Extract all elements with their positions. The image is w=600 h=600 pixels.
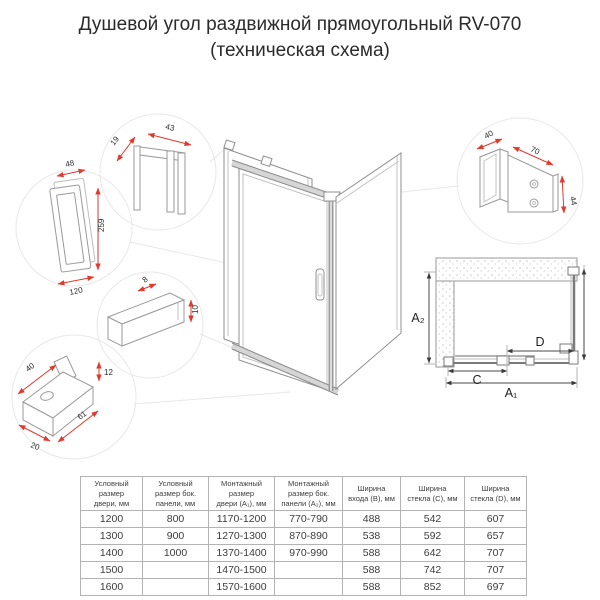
detail-guide-block xyxy=(18,356,113,452)
table-cell: 1470-1500 xyxy=(209,562,275,579)
column-header: Ширина стекла (C), мм xyxy=(401,477,465,511)
dim-label: 48 xyxy=(64,158,76,169)
table-cell xyxy=(143,562,209,579)
table-cell: 1200 xyxy=(81,511,143,528)
detail-handle xyxy=(49,158,106,297)
table-cell: 800 xyxy=(143,511,209,528)
plan-label-c: C xyxy=(472,373,482,387)
column-header: Условный размер бок. панели, мм xyxy=(143,477,209,511)
page-title-line2: (техническая схема) xyxy=(210,39,390,61)
plan-view xyxy=(411,258,584,400)
table-cell: 488 xyxy=(343,511,401,528)
table-cell: 1600 xyxy=(81,579,143,596)
table-cell: 1500 xyxy=(81,562,143,579)
table-cell: 707 xyxy=(465,562,527,579)
table-cell: 588 xyxy=(343,579,401,596)
table-cell: 592 xyxy=(401,528,465,545)
table-cell: 642 xyxy=(401,545,465,562)
table-cell xyxy=(275,562,343,579)
column-header: Ширина стекла (D), мм xyxy=(465,477,527,511)
dim-label: 12 xyxy=(104,368,113,377)
table-row xyxy=(81,545,527,562)
dim-label: 259 xyxy=(97,218,106,232)
plan-label-a1: A₁ xyxy=(504,386,518,400)
column-header: Условный размер двери, мм xyxy=(81,477,143,511)
table-cell: 1270-1300 xyxy=(209,528,275,545)
table-cell: 1170-1200 xyxy=(209,511,275,528)
plan-wall-top xyxy=(436,258,577,281)
table-cell: 852 xyxy=(401,579,465,596)
detail-top-profile xyxy=(108,122,191,214)
size-table-header xyxy=(81,477,527,511)
size-table xyxy=(80,476,527,596)
dim-label: 120 xyxy=(68,285,84,297)
side-glass-panel xyxy=(336,153,401,389)
dim-label: 40 xyxy=(23,361,37,374)
page-title-line1: Душевой угол раздвижной прямоугольный RV-070 xyxy=(78,14,522,35)
plan-label-a2: A₂ xyxy=(411,311,425,325)
table-cell: 707 xyxy=(465,545,527,562)
table-cell: 900 xyxy=(143,528,209,545)
column-header: Ширина входа (B), мм xyxy=(343,477,401,511)
table-cell: 1370-1400 xyxy=(209,545,275,562)
table-cell: 1400 xyxy=(81,545,143,562)
dim-label: 40 xyxy=(482,128,495,141)
dim-label: 61 xyxy=(75,409,89,422)
table-row xyxy=(81,511,527,528)
table-cell: 870-890 xyxy=(275,528,343,545)
table-cell xyxy=(143,579,209,596)
table-cell: 1000 xyxy=(143,545,209,562)
table-row xyxy=(81,528,527,545)
plan-wall-left xyxy=(436,281,454,367)
column-header: Монтажный размер бок. панели (A₂), мм xyxy=(275,477,343,511)
technical-diagram xyxy=(0,86,600,474)
dim-label: 44 xyxy=(568,195,579,207)
table-row xyxy=(81,562,527,579)
page-title xyxy=(0,12,600,63)
table-cell: 970-990 xyxy=(275,545,343,562)
detail-corner-bracket xyxy=(477,128,579,213)
detail-circle xyxy=(100,114,216,230)
dim-label: 19 xyxy=(108,134,122,148)
dim-label: 20 xyxy=(29,440,41,453)
plan-label-d: D xyxy=(535,335,545,349)
detail-tube-profile xyxy=(108,274,200,346)
size-table-body xyxy=(81,511,527,596)
table-cell: 538 xyxy=(343,528,401,545)
table-row xyxy=(81,579,527,596)
table-cell: 770-790 xyxy=(275,511,343,528)
column-header: Монтажный размер двери (A₁), мм xyxy=(209,477,275,511)
table-cell: 588 xyxy=(343,562,401,579)
table-cell: 657 xyxy=(465,528,527,545)
table-cell: 588 xyxy=(343,545,401,562)
dim-label: 43 xyxy=(164,122,176,133)
dim-label: 10 xyxy=(191,305,200,314)
main-isometric-drawing xyxy=(224,140,401,395)
table-cell: 607 xyxy=(465,511,527,528)
table-cell: 1570-1600 xyxy=(209,579,275,596)
table-cell: 742 xyxy=(401,562,465,579)
table-cell: 542 xyxy=(401,511,465,528)
table-cell: 1300 xyxy=(81,528,143,545)
dim-label: 70 xyxy=(529,144,542,157)
dim-label: 8 xyxy=(140,274,150,285)
table-cell: 697 xyxy=(465,579,527,596)
table-cell xyxy=(275,579,343,596)
